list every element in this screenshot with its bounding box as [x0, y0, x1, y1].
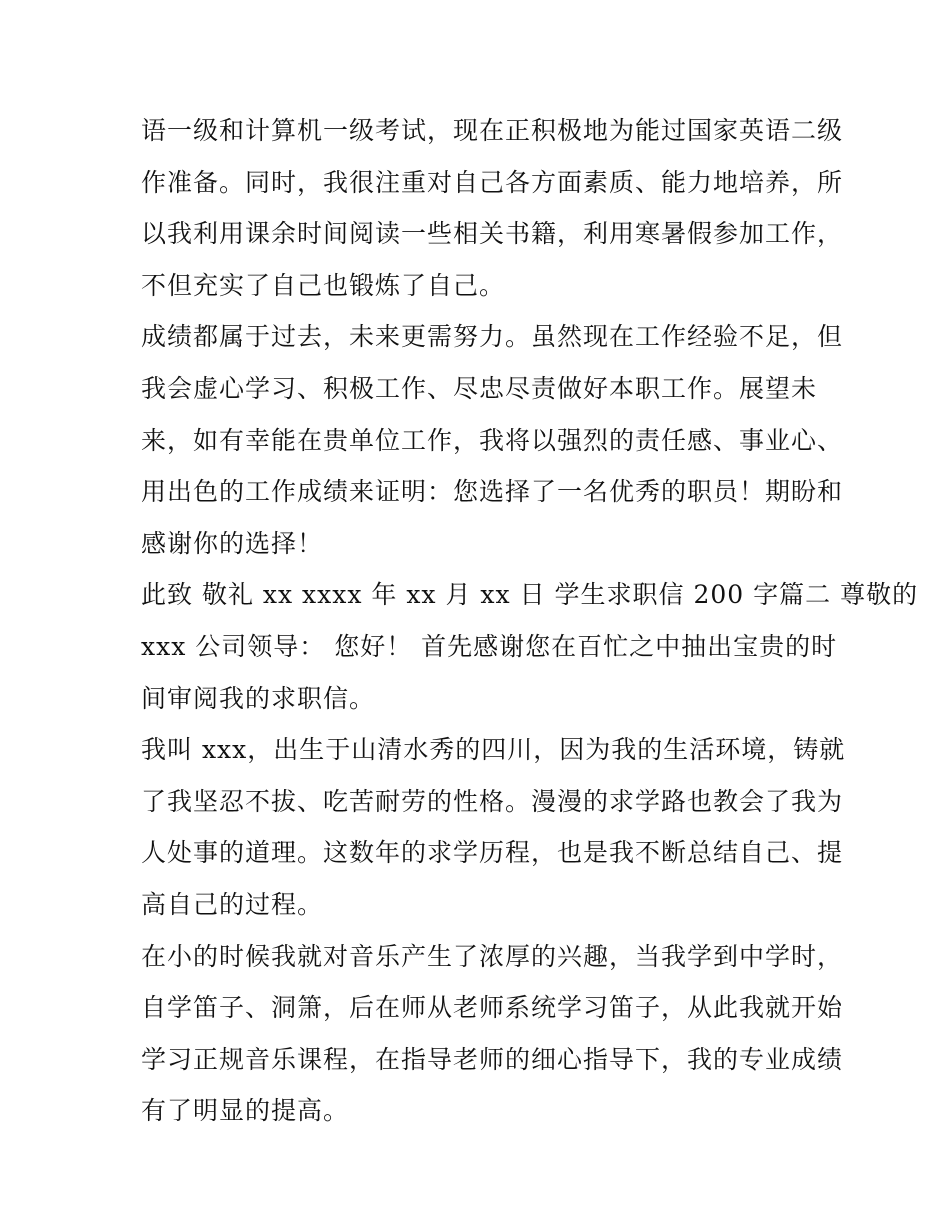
text-line: 了我坚忍不拔、吃苦耐劳的性格。漫漫的求学路也教会了我为 — [141, 786, 844, 816]
text-line: 有了明显的提高。 — [141, 1096, 350, 1126]
text-line: 我会虚心学习、积极工作、尽忠尽责做好本职工作。展望未 — [141, 373, 818, 403]
text-line: 自学笛子、洞箫，后在师从老师系统学习笛子，从此我就开始 — [141, 993, 844, 1023]
text-line: 人处事的道理。这数年的求学历程，也是我不断总结自己、提 — [141, 838, 844, 868]
text-line: 学习正规音乐课程，在指导老师的细心指导下，我的专业成绩 — [141, 1044, 844, 1074]
text-line: xxx 公司领导： 您好！ 首先感谢您在百忙之中抽出宝贵的时 — [141, 631, 838, 661]
document-body — [141, 105, 919, 1137]
text-line: 高自己的过程。 — [141, 889, 324, 919]
text-line: 在小的时候我就对音乐产生了浓厚的兴趣，当我学到中学时， — [141, 941, 844, 971]
text-line: 语一级和计算机一级考试，现在正积极地为能过国家英语二级 — [141, 116, 844, 145]
text-line: 间审阅我的求职信。 — [141, 683, 376, 713]
text-line: 我叫 xxx，出生于山清水秀的四川，因为我的生活环境，铸就 — [141, 735, 846, 765]
text-line: 此致 敬礼 xx xxxx 年 xx 月 xx 日 学生求职信 200 字篇二 尊敬的 — [141, 580, 919, 610]
text-line: 以我利用课余时间阅读一些相关书籍，利用寒暑假参加工作， — [141, 219, 844, 249]
text-line: 作准备。同时，我很注重对自己各方面素质、能力地培养，所 — [141, 167, 844, 197]
text-line: 感谢你的选择！ — [141, 528, 324, 558]
text-line: 成绩都属于过去，未来更需努力。虽然现在工作经验不足，但 — [141, 322, 844, 352]
text-line: 不但充实了自己也锻炼了自己。 — [141, 270, 506, 300]
text-line: 来，如有幸能在贵单位工作，我将以强烈的责任感、事业心、 — [141, 425, 844, 455]
text-line: 用出色的工作成绩来证明：您选择了一名优秀的职员！期盼和 — [141, 477, 844, 507]
